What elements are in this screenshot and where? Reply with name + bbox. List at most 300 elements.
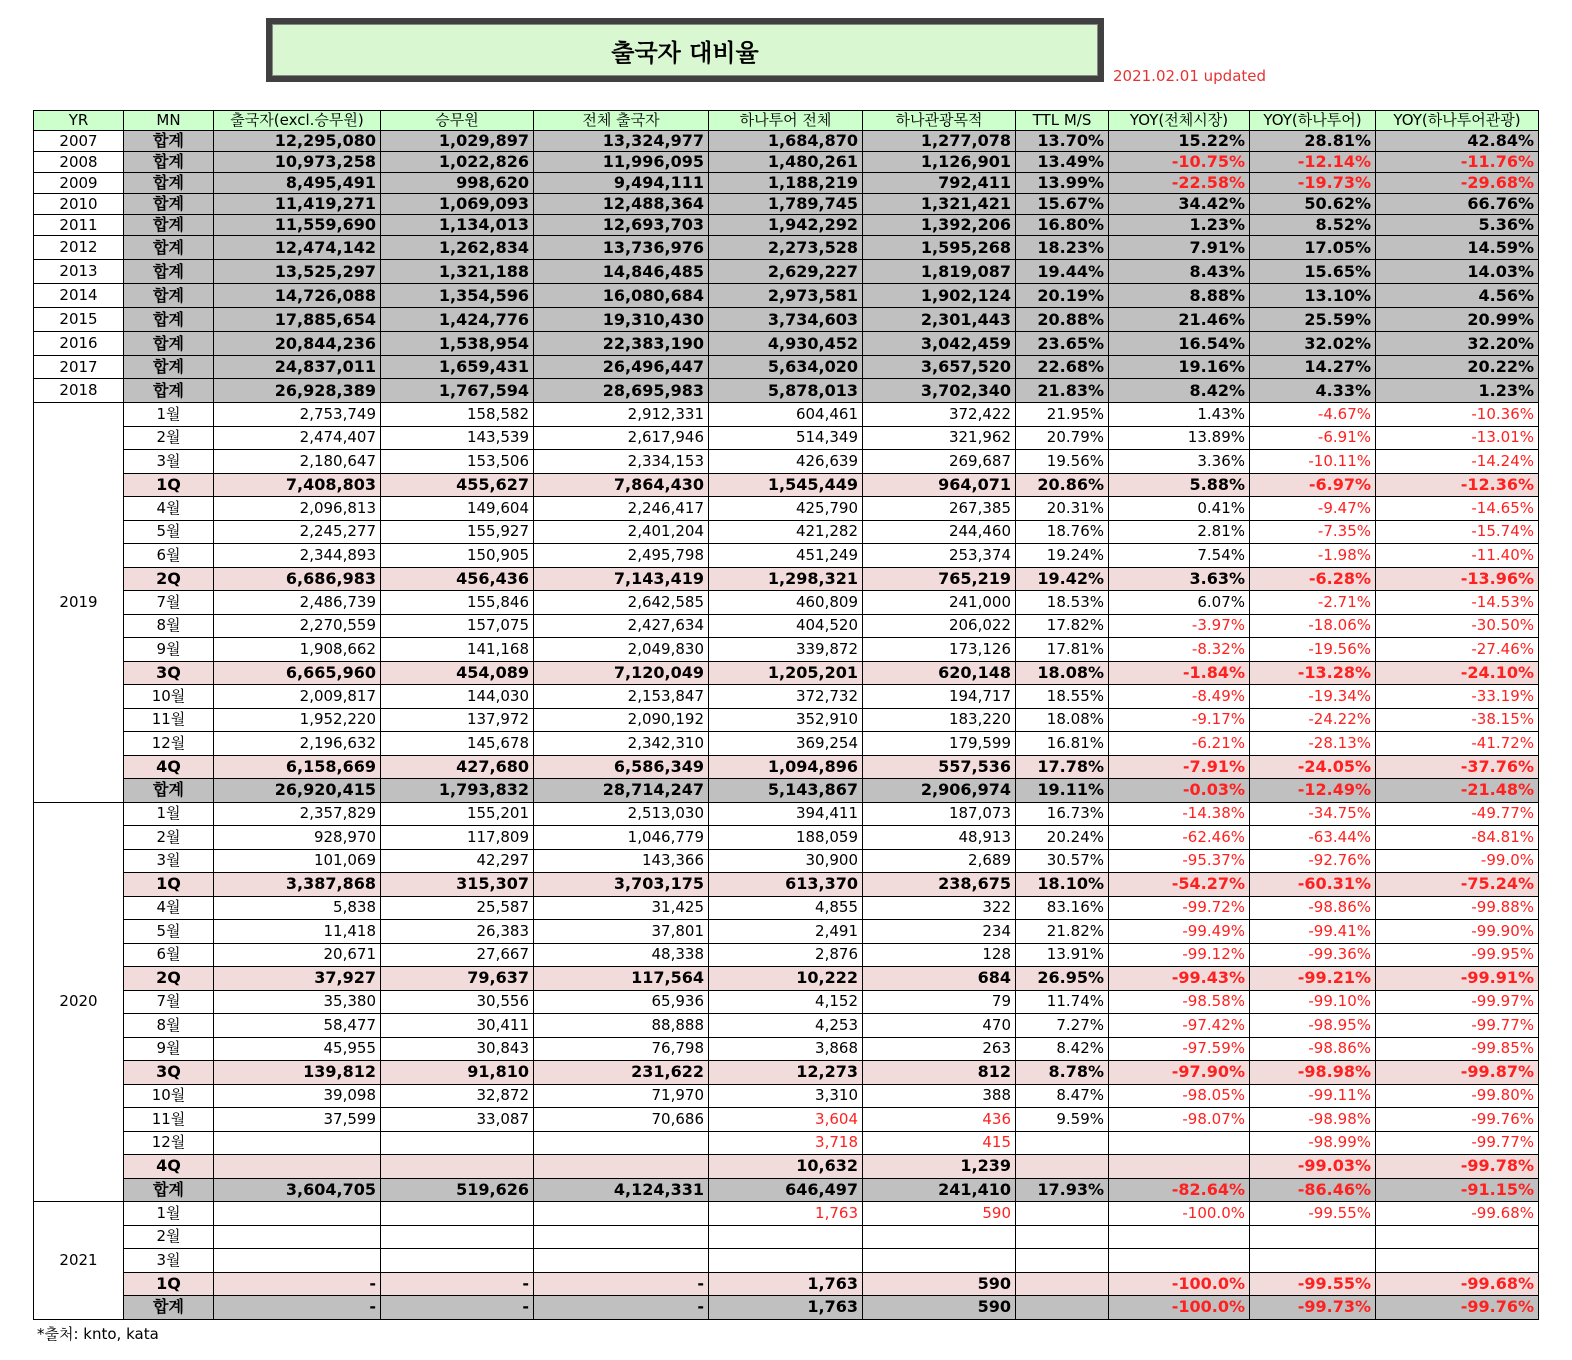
- table-cell: 1,424,776: [381, 308, 534, 332]
- table-cell: [1109, 1155, 1250, 1179]
- table-cell: 20.19%: [1016, 284, 1109, 308]
- table-row: [34, 873, 1539, 897]
- month-cell: 3Q: [124, 661, 214, 685]
- column-header: 하나관광목적: [863, 111, 1016, 131]
- table-row: [34, 708, 1539, 732]
- table-cell: 20,671: [214, 943, 381, 967]
- table-cell: 24,837,011: [214, 356, 381, 379]
- table-cell: -99.68%: [1376, 1202, 1539, 1226]
- table-cell: -49.77%: [1376, 802, 1539, 826]
- table-cell: 1,029,897: [381, 131, 534, 152]
- table-cell: 1,763: [709, 1272, 863, 1296]
- table-cell: 26,383: [381, 920, 534, 944]
- table-cell: 241,000: [863, 591, 1016, 615]
- table-cell: 519,626: [381, 1178, 534, 1202]
- month-cell: 7월: [124, 990, 214, 1014]
- table-cell: -1.98%: [1250, 544, 1376, 568]
- table-cell: 6.07%: [1109, 591, 1250, 615]
- table-cell: 26,928,389: [214, 379, 381, 403]
- table-row: [34, 520, 1539, 544]
- table-row: [34, 308, 1539, 332]
- month-cell: 4월: [124, 896, 214, 920]
- table-cell: -12.14%: [1250, 152, 1376, 173]
- table-cell: 8.42%: [1016, 1037, 1109, 1061]
- table-cell: 1,767,594: [381, 379, 534, 403]
- table-row: [34, 1131, 1539, 1155]
- month-cell: 1월: [124, 1202, 214, 1226]
- month-cell: 3Q: [124, 1061, 214, 1085]
- table-row: [34, 755, 1539, 779]
- table-cell: 1.43%: [1109, 403, 1250, 427]
- table-cell: 37,927: [214, 967, 381, 991]
- table-cell: [1376, 1249, 1539, 1273]
- table-cell: 1,298,321: [709, 567, 863, 591]
- table-cell: 253,374: [863, 544, 1016, 568]
- month-cell: 5월: [124, 520, 214, 544]
- month-cell: 합계: [124, 779, 214, 803]
- table-cell: 42.84%: [1376, 131, 1539, 152]
- year-cell: 2008: [34, 152, 124, 173]
- table-cell: 13.89%: [1109, 426, 1250, 450]
- table-cell: 1,022,826: [381, 152, 534, 173]
- table-cell: -97.42%: [1109, 1014, 1250, 1038]
- table-cell: 9.59%: [1016, 1108, 1109, 1132]
- table-cell: 183,220: [863, 708, 1016, 732]
- table-cell: 18.76%: [1016, 520, 1109, 544]
- table-row: [34, 732, 1539, 756]
- table-cell: 8.42%: [1109, 379, 1250, 403]
- table-cell: 684: [863, 967, 1016, 991]
- table-cell: -13.01%: [1376, 426, 1539, 450]
- table-cell: 12,488,364: [534, 194, 709, 215]
- table-cell: 13.91%: [1016, 943, 1109, 967]
- table-cell: -98.86%: [1250, 896, 1376, 920]
- table-cell: [1016, 1155, 1109, 1179]
- table-cell: 8.47%: [1016, 1084, 1109, 1108]
- table-cell: 4.56%: [1376, 284, 1539, 308]
- table-cell: 456,436: [381, 567, 534, 591]
- table-row: [34, 215, 1539, 236]
- table-cell: [534, 1155, 709, 1179]
- table-cell: 1,069,093: [381, 194, 534, 215]
- table-cell: 436: [863, 1108, 1016, 1132]
- table-cell: 16.54%: [1109, 332, 1250, 356]
- table-cell: 1,134,013: [381, 215, 534, 236]
- table-row: [34, 1061, 1539, 1085]
- table-cell: -99.76%: [1376, 1108, 1539, 1132]
- table-cell: 2,513,030: [534, 802, 709, 826]
- table-cell: 590: [863, 1272, 1016, 1296]
- table-cell: -15.74%: [1376, 520, 1539, 544]
- month-cell: 합계: [124, 284, 214, 308]
- year-cell: 2014: [34, 284, 124, 308]
- table-cell: 3,604,705: [214, 1178, 381, 1202]
- month-cell: 4Q: [124, 755, 214, 779]
- table-cell: 2,009,817: [214, 685, 381, 709]
- column-header: YOY(하나투어관광): [1376, 111, 1539, 131]
- table-cell: 3,868: [709, 1037, 863, 1061]
- table-cell: 234: [863, 920, 1016, 944]
- table-cell: 155,201: [381, 802, 534, 826]
- table-cell: 13.49%: [1016, 152, 1109, 173]
- table-row: [34, 260, 1539, 284]
- month-cell: 9월: [124, 638, 214, 662]
- table-cell: 13.10%: [1250, 284, 1376, 308]
- table-cell: -98.98%: [1250, 1061, 1376, 1085]
- month-cell: 합계: [124, 1178, 214, 1202]
- table-cell: 33,087: [381, 1108, 534, 1132]
- table-cell: 3.36%: [1109, 450, 1250, 474]
- table-row: [34, 661, 1539, 685]
- table-cell: 42,297: [381, 849, 534, 873]
- table-cell: [863, 1225, 1016, 1249]
- table-row: [34, 896, 1539, 920]
- table-row: [34, 173, 1539, 194]
- table-cell: [1376, 1225, 1539, 1249]
- table-cell: -27.46%: [1376, 638, 1539, 662]
- table-cell: -7.35%: [1250, 520, 1376, 544]
- column-header: 전체 출국자: [534, 111, 709, 131]
- table-cell: -: [381, 1296, 534, 1320]
- table-cell: 613,370: [709, 873, 863, 897]
- month-cell: 12월: [124, 732, 214, 756]
- table-row: [34, 567, 1539, 591]
- table-cell: 454,089: [381, 661, 534, 685]
- table-cell: 1,819,087: [863, 260, 1016, 284]
- table-cell: 16,080,684: [534, 284, 709, 308]
- table-cell: 241,410: [863, 1178, 1016, 1202]
- month-cell: 11월: [124, 1108, 214, 1132]
- table-cell: 2,344,893: [214, 544, 381, 568]
- table-cell: -98.99%: [1250, 1131, 1376, 1155]
- table-cell: [1016, 1131, 1109, 1155]
- table-cell: 2,491: [709, 920, 863, 944]
- table-cell: 117,564: [534, 967, 709, 991]
- table-cell: 88,888: [534, 1014, 709, 1038]
- table-cell: 187,073: [863, 802, 1016, 826]
- table-cell: 7.91%: [1109, 236, 1250, 260]
- table-cell: 2,617,946: [534, 426, 709, 450]
- table-cell: -: [534, 1296, 709, 1320]
- table-cell: 37,599: [214, 1108, 381, 1132]
- table-row: [34, 1178, 1539, 1202]
- year-cell: 2016: [34, 332, 124, 356]
- table-cell: 263: [863, 1037, 1016, 1061]
- table-cell: 17.93%: [1016, 1178, 1109, 1202]
- table-cell: -98.05%: [1109, 1084, 1250, 1108]
- month-cell: 2월: [124, 1225, 214, 1249]
- table-cell: 19.24%: [1016, 544, 1109, 568]
- table-cell: 6,686,983: [214, 567, 381, 591]
- table-cell: 18.08%: [1016, 661, 1109, 685]
- table-cell: 22,383,190: [534, 332, 709, 356]
- table-cell: 30.57%: [1016, 849, 1109, 873]
- table-cell: 45,955: [214, 1037, 381, 1061]
- table-cell: -34.75%: [1250, 802, 1376, 826]
- table-cell: 16.73%: [1016, 802, 1109, 826]
- year-cell: 2019: [34, 403, 124, 803]
- table-cell: 21.46%: [1109, 308, 1250, 332]
- table-cell: -14.24%: [1376, 450, 1539, 474]
- table-cell: -99.87%: [1376, 1061, 1539, 1085]
- table-cell: 451,249: [709, 544, 863, 568]
- table-cell: 20.86%: [1016, 473, 1109, 497]
- table-cell: -22.58%: [1109, 173, 1250, 194]
- table-cell: 26.95%: [1016, 967, 1109, 991]
- table-cell: -1.84%: [1109, 661, 1250, 685]
- table-cell: -54.27%: [1109, 873, 1250, 897]
- table-cell: -82.64%: [1109, 1178, 1250, 1202]
- table-cell: 4,124,331: [534, 1178, 709, 1202]
- table-cell: 39,098: [214, 1084, 381, 1108]
- table-cell: -10.75%: [1109, 152, 1250, 173]
- table-cell: 1,321,188: [381, 260, 534, 284]
- table-cell: 514,349: [709, 426, 863, 450]
- table-cell: 25.59%: [1250, 308, 1376, 332]
- table-cell: 7,408,803: [214, 473, 381, 497]
- table-row: [34, 685, 1539, 709]
- table-cell: [214, 1225, 381, 1249]
- table-cell: 8.78%: [1016, 1061, 1109, 1085]
- table-cell: -24.22%: [1250, 708, 1376, 732]
- table-cell: 2,049,830: [534, 638, 709, 662]
- table-cell: -86.46%: [1250, 1178, 1376, 1202]
- table-cell: 426,639: [709, 450, 863, 474]
- table-cell: [381, 1249, 534, 1273]
- table-cell: 30,843: [381, 1037, 534, 1061]
- table-cell: 2,973,581: [709, 284, 863, 308]
- table-cell: 19,310,430: [534, 308, 709, 332]
- table-cell: 2.81%: [1109, 520, 1250, 544]
- month-cell: 3월: [124, 450, 214, 474]
- table-cell: 91,810: [381, 1061, 534, 1085]
- table-cell: 4.33%: [1250, 379, 1376, 403]
- month-cell: 6월: [124, 943, 214, 967]
- table-row: [34, 614, 1539, 638]
- table-row: [34, 1014, 1539, 1038]
- table-cell: 30,900: [709, 849, 863, 873]
- table-cell: 1,321,421: [863, 194, 1016, 215]
- table-cell: -: [381, 1272, 534, 1296]
- year-cell: 2013: [34, 260, 124, 284]
- column-header: 승무원: [381, 111, 534, 131]
- table-row: [34, 826, 1539, 850]
- table-cell: 32.20%: [1376, 332, 1539, 356]
- month-cell: 8월: [124, 614, 214, 638]
- table-cell: -100.0%: [1109, 1296, 1250, 1320]
- table-cell: 37,801: [534, 920, 709, 944]
- table-cell: -99.78%: [1376, 1155, 1539, 1179]
- table-cell: 11,559,690: [214, 215, 381, 236]
- table-cell: -99.76%: [1376, 1296, 1539, 1320]
- table-row: [34, 1108, 1539, 1132]
- table-cell: 321,962: [863, 426, 1016, 450]
- month-cell: 6월: [124, 544, 214, 568]
- table-cell: [381, 1202, 534, 1226]
- table-cell: 32,872: [381, 1084, 534, 1108]
- table-cell: 18.55%: [1016, 685, 1109, 709]
- table-cell: 17.78%: [1016, 755, 1109, 779]
- month-cell: 합계: [124, 194, 214, 215]
- table-cell: -10.36%: [1376, 403, 1539, 427]
- table-cell: 2,246,417: [534, 497, 709, 521]
- table-cell: -6.28%: [1250, 567, 1376, 591]
- table-cell: [381, 1155, 534, 1179]
- table-cell: 3,734,603: [709, 308, 863, 332]
- table-cell: [534, 1131, 709, 1155]
- table-cell: 17.05%: [1250, 236, 1376, 260]
- table-cell: -99.03%: [1250, 1155, 1376, 1179]
- table-cell: 7,143,419: [534, 567, 709, 591]
- table-cell: 58,477: [214, 1014, 381, 1038]
- table-cell: 590: [863, 1296, 1016, 1320]
- table-row: [34, 473, 1539, 497]
- table-row: [34, 450, 1539, 474]
- table-cell: [1250, 1225, 1376, 1249]
- table-cell: 1,480,261: [709, 152, 863, 173]
- table-row: [34, 1249, 1539, 1273]
- table-cell: -14.65%: [1376, 497, 1539, 521]
- table-cell: 394,411: [709, 802, 863, 826]
- table-cell: -13.28%: [1250, 661, 1376, 685]
- table-cell: 5,838: [214, 896, 381, 920]
- table-cell: 30,411: [381, 1014, 534, 1038]
- table-cell: 4,152: [709, 990, 863, 1014]
- table-cell: -33.19%: [1376, 685, 1539, 709]
- table-cell: 5,878,013: [709, 379, 863, 403]
- column-header: MN: [124, 111, 214, 131]
- table-cell: -99.68%: [1376, 1272, 1539, 1296]
- table-cell: -100.0%: [1109, 1272, 1250, 1296]
- table-row: [34, 849, 1539, 873]
- month-cell: 합계: [124, 332, 214, 356]
- table-cell: 188,059: [709, 826, 863, 850]
- table-cell: [214, 1249, 381, 1273]
- table-cell: 14.03%: [1376, 260, 1539, 284]
- table-cell: 12,295,080: [214, 131, 381, 152]
- table-cell: [1109, 1249, 1250, 1273]
- table-cell: [1016, 1202, 1109, 1226]
- table-cell: -91.15%: [1376, 1178, 1539, 1202]
- column-header: TTL M/S: [1016, 111, 1109, 131]
- table-cell: -99.41%: [1250, 920, 1376, 944]
- table-cell: 2,689: [863, 849, 1016, 873]
- table-cell: 964,071: [863, 473, 1016, 497]
- table-cell: 421,282: [709, 520, 863, 544]
- month-cell: 8월: [124, 1014, 214, 1038]
- table-cell: 20.31%: [1016, 497, 1109, 521]
- table-cell: 8.88%: [1109, 284, 1250, 308]
- table-cell: 28,695,983: [534, 379, 709, 403]
- table-cell: 8.43%: [1109, 260, 1250, 284]
- table-cell: 10,632: [709, 1155, 863, 1179]
- table-cell: 48,338: [534, 943, 709, 967]
- table-cell: 267,385: [863, 497, 1016, 521]
- table-cell: 20.22%: [1376, 356, 1539, 379]
- month-cell: 3월: [124, 1249, 214, 1273]
- table-cell: 14,846,485: [534, 260, 709, 284]
- table-cell: 372,422: [863, 403, 1016, 427]
- table-cell: 1,789,745: [709, 194, 863, 215]
- table-cell: 20,844,236: [214, 332, 381, 356]
- table-cell: [534, 1202, 709, 1226]
- table-cell: -10.11%: [1250, 450, 1376, 474]
- table-cell: 17.81%: [1016, 638, 1109, 662]
- table-cell: 3,042,459: [863, 332, 1016, 356]
- year-cell: 2012: [34, 236, 124, 260]
- table-cell: -63.44%: [1250, 826, 1376, 850]
- table-cell: 369,254: [709, 732, 863, 756]
- table-cell: 604,461: [709, 403, 863, 427]
- table-cell: 6,586,349: [534, 755, 709, 779]
- table-cell: [1016, 1272, 1109, 1296]
- table-cell: [1016, 1296, 1109, 1320]
- table-cell: 155,927: [381, 520, 534, 544]
- table-cell: 6,158,669: [214, 755, 381, 779]
- table-cell: 339,872: [709, 638, 863, 662]
- column-header: 하나투어 전체: [709, 111, 863, 131]
- table-cell: 315,307: [381, 873, 534, 897]
- month-cell: 1월: [124, 403, 214, 427]
- table-cell: 3,604: [709, 1108, 863, 1132]
- table-cell: 322: [863, 896, 1016, 920]
- month-cell: 합계: [124, 236, 214, 260]
- table-row: [34, 990, 1539, 1014]
- table-cell: 1,902,124: [863, 284, 1016, 308]
- table-cell: 2,427,634: [534, 614, 709, 638]
- table-cell: 194,717: [863, 685, 1016, 709]
- table-cell: 404,520: [709, 614, 863, 638]
- month-cell: 합계: [124, 215, 214, 236]
- month-cell: 합계: [124, 308, 214, 332]
- table-cell: 101,069: [214, 849, 381, 873]
- column-header: YOY(전체시장): [1109, 111, 1250, 131]
- table-cell: 2,642,585: [534, 591, 709, 615]
- table-cell: 3.63%: [1109, 567, 1250, 591]
- table-cell: 1,793,832: [381, 779, 534, 803]
- table-cell: 21.83%: [1016, 379, 1109, 403]
- table-cell: [534, 1249, 709, 1273]
- table-cell: 70,686: [534, 1108, 709, 1132]
- table-cell: 14.59%: [1376, 236, 1539, 260]
- table-cell: [1016, 1225, 1109, 1249]
- table-cell: 153,506: [381, 450, 534, 474]
- table-cell: -99.95%: [1376, 943, 1539, 967]
- year-cell: 2009: [34, 173, 124, 194]
- table-row: [34, 943, 1539, 967]
- table-cell: 2,096,813: [214, 497, 381, 521]
- table-cell: 34.42%: [1109, 194, 1250, 215]
- table-cell: 66.76%: [1376, 194, 1539, 215]
- table-cell: 19.16%: [1109, 356, 1250, 379]
- table-cell: -6.97%: [1250, 473, 1376, 497]
- table-cell: 2,495,798: [534, 544, 709, 568]
- table-cell: -100.0%: [1109, 1202, 1250, 1226]
- table-cell: -14.38%: [1109, 802, 1250, 826]
- table-cell: -2.71%: [1250, 591, 1376, 615]
- table-cell: 792,411: [863, 173, 1016, 194]
- table-cell: -38.15%: [1376, 708, 1539, 732]
- table-cell: 7.27%: [1016, 1014, 1109, 1038]
- table-row: [34, 426, 1539, 450]
- table-cell: 1,908,662: [214, 638, 381, 662]
- table-cell: 9,494,111: [534, 173, 709, 194]
- month-cell: 9월: [124, 1037, 214, 1061]
- table-cell: -98.98%: [1250, 1108, 1376, 1132]
- table-cell: 18.10%: [1016, 873, 1109, 897]
- table-cell: 2,486,739: [214, 591, 381, 615]
- table-cell: -14.53%: [1376, 591, 1539, 615]
